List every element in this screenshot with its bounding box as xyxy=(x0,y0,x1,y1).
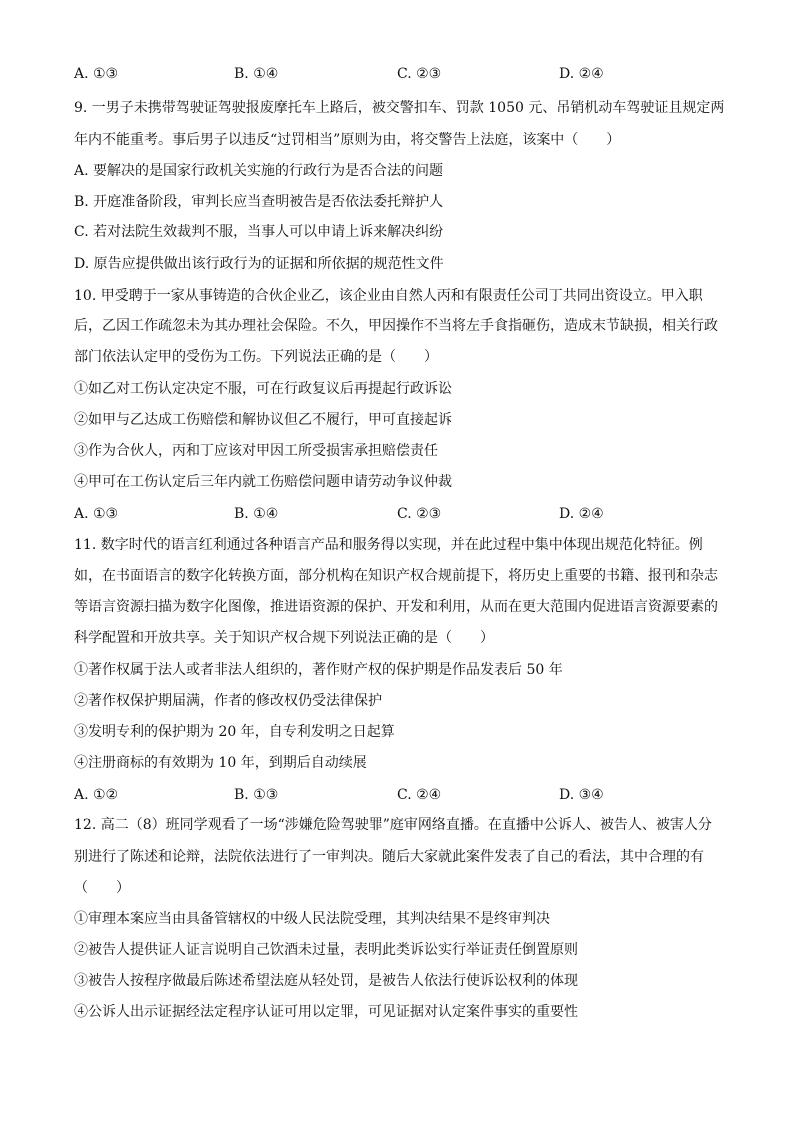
q9-stem-line-2: 年内不能重考。事后男子以违反“过罚相当”原则为由，将交警告上法庭，该案中（ ） xyxy=(74,132,621,148)
q11-stem-line-4: 科学配置和开放共享。关于知识产权合规下列说法正确的是（ ） xyxy=(74,630,494,646)
q9-choice-a: A. 要解决的是国家行政机关实施的行政行为是否合法的问题 xyxy=(74,163,444,179)
q11-statement-1: ①著作权属于法人或者非法人组织的，著作财产权的保护期是作品发表后 50 年 xyxy=(74,662,563,678)
q11-option-b: B. ①③ xyxy=(234,787,279,803)
q11-stem-line-1: 11. 数字时代的语言红利通过各种语言产品和服务得以实现，并在此过程中集中体现出规范化特征。例 xyxy=(74,537,703,553)
q11-stem-line-3: 等语言资源扫描为数字化图像，推进语资源的保护、开发和利用，从而在更大范围内促进语言资源要素的 xyxy=(74,599,718,615)
q8-option-a: A. ①③ xyxy=(74,66,119,82)
q10-option-d: D. ②④ xyxy=(559,506,604,522)
q11-options xyxy=(74,785,724,805)
q10-stem-line-2: 后，乙因工作疏忽未为其办理社会保险。不久，甲因操作不当将左手食指砸伤，造成末节缺损，相关行政 xyxy=(74,318,718,334)
q11-option-c: C. ②④ xyxy=(397,787,442,803)
q8-option-c: C. ②③ xyxy=(397,66,442,82)
q10-statement-3: ③作为合伙人，丙和丁应该对甲因工所受损害承担赔偿责任 xyxy=(74,443,438,459)
q10-option-a: A. ①③ xyxy=(74,506,119,522)
q10-statement-1: ①如乙对工伤认定决定不服，可在行政复议后再提起行政诉讼 xyxy=(74,381,452,397)
q10-statement-4: ④甲可在工伤认定后三年内就工伤赔偿问题申请劳动争议仲裁 xyxy=(74,474,452,490)
q12-statement-2: ②被告人提供证人证言说明自己饮酒未过量，表明此类诉讼实行举证责任倒置原则 xyxy=(74,942,578,958)
q10-option-b: B. ①④ xyxy=(234,506,279,522)
q10-options xyxy=(74,504,724,524)
q9-choice-d: D. 原告应提供做出该行政行为的证据和所依据的规范性文件 xyxy=(74,256,444,272)
q11-option-d: D. ③④ xyxy=(559,787,604,803)
q8-option-b: B. ①④ xyxy=(234,66,279,82)
q11-statement-2: ②著作权保护期届满，作者的修改权仍受法律保护 xyxy=(74,693,382,709)
q11-statement-3: ③发明专利的保护期为 20 年，自专利发明之日起算 xyxy=(74,724,395,740)
q11-statement-4: ④注册商标的有效期为 10 年，到期后自动续展 xyxy=(74,755,367,771)
q12-stem-line-3: （ ） xyxy=(74,880,130,896)
q9-choice-c: C. 若对法院生效裁判不服，当事人可以申请上诉来解决纠纷 xyxy=(74,224,444,240)
q10-statement-2: ②如甲与乙达成工伤赔偿和解协议但乙不履行，甲可直接起诉 xyxy=(74,412,452,428)
q10-stem-line-3: 部门依法认定甲的受伤为工伤。下列说法正确的是（ ） xyxy=(74,349,438,365)
q12-statement-3: ③被告人按程序做最后陈述希望法庭从轻处罚，是被告人依法行使诉讼权利的体现 xyxy=(74,973,578,989)
q12-statement-4: ④公诉人出示证据经法定程序认证可用以定罪，可见证据对认定案件事实的重要性 xyxy=(74,1004,578,1020)
q12-stem-line-2: 别进行了陈述和论辩，法院依法进行了一审判决。随后大家就此案件发表了自己的看法，其中合理的有 xyxy=(74,849,704,865)
q8-option-d: D. ②④ xyxy=(559,66,604,82)
q10-option-c: C. ②③ xyxy=(397,506,442,522)
q10-stem-line-1: 10. 甲受聘于一家从事铸造的合伙企业乙，该企业由自然人丙和有限责任公司丁共同出资设立。甲入职 xyxy=(74,288,703,304)
q11-stem-line-2: 如，在书面语言的数字化转换方面，部分机构在知识产权合规前提下，将历史上重要的书籍、报刊和杂志 xyxy=(74,568,718,584)
q12-statement-1: ①审理本案应当由具备管辖权的中级人民法院受理，其判决结果不是终审判决 xyxy=(74,911,550,927)
q12-stem-line-1: 12. 高二（8）班同学观看了一场“涉嫌危险驾驶罪”庭审网络直播。在直播中公诉人、被告人、被害人分 xyxy=(74,817,712,833)
q8-options xyxy=(74,64,724,84)
q11-option-a: A. ①② xyxy=(74,787,119,803)
q9-stem-line-1: 9. 一男子未携带驾驶证驾驶报废摩托车上路后，被交警扣车、罚款 1050 元、吊销机动车驾驶证且规定两 xyxy=(74,100,725,116)
q9-choice-b: B. 开庭准备阶段，审判长应当查明被告是否依法委托辩护人 xyxy=(74,194,444,210)
